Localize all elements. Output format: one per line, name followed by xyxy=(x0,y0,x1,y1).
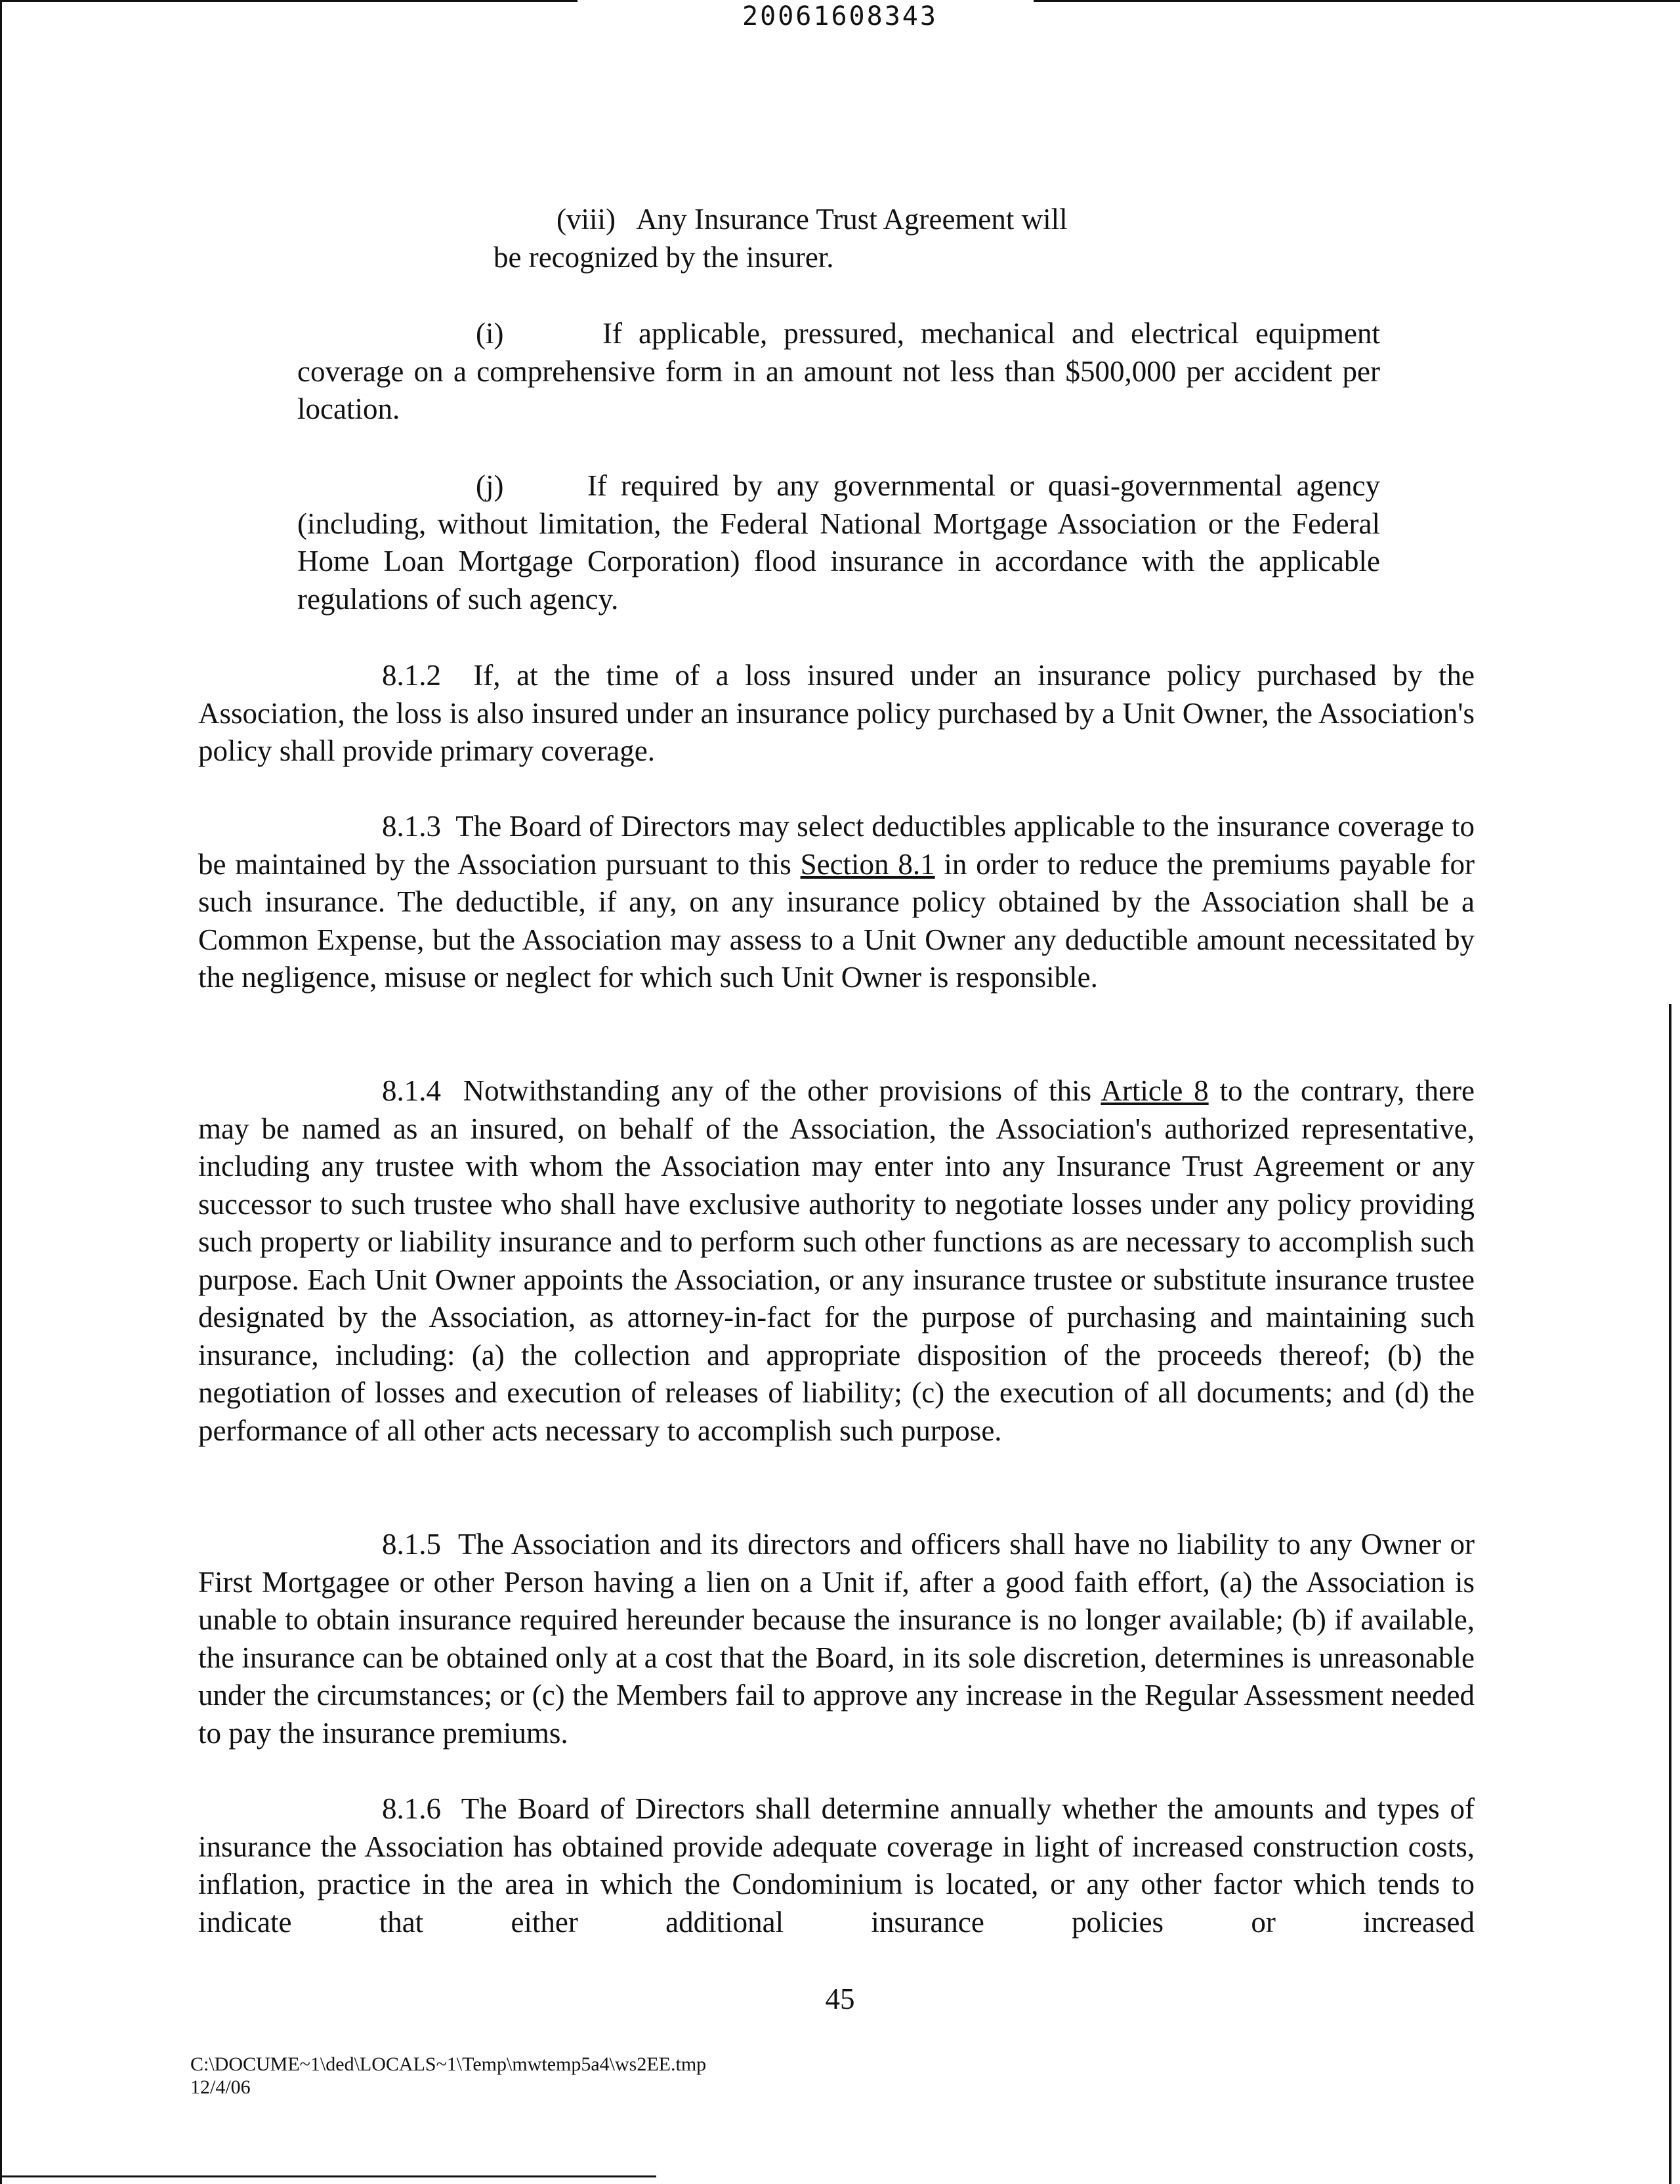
section-8-1-3 xyxy=(198,808,1482,997)
scan-border-left xyxy=(0,0,2,2184)
paragraph-i xyxy=(297,315,1388,429)
article-8-link: Article 8 xyxy=(1101,1074,1209,1107)
section-8-1-5 xyxy=(198,1526,1482,1752)
section-8-1-link: Section 8.1 xyxy=(800,847,935,881)
document-number: 20061608343 xyxy=(742,1,938,32)
paragraph-viii xyxy=(556,201,1068,239)
section-8-1-2 xyxy=(198,657,1482,770)
section-8-1-6-text: 8.1.6 The Board of Directors shall determine annually whether the amounts and types of insurance the Association has obtained provide adequate coverage in light of increased construction costs, inflation, practice in the area in which the Condominium is located, or any other factor which tends to indicate that either additional insurance policies or increased xyxy=(198,1792,1482,1939)
paragraph-viii-line1: (viii) Any Insurance Trust Agreement will xyxy=(556,203,1068,236)
footer-file-path: C:\DOCUME~1\ded\LOCALS~1\Temp\mwtemp5a4\ws2EE.tmp xyxy=(190,2053,707,2075)
page-number: 45 xyxy=(825,1983,855,2015)
section-8-1-6 xyxy=(198,1790,1482,1941)
section-8-1-4 xyxy=(198,1072,1482,1450)
paragraph-j-text: (j) If required by any governmental or quasi-governmental agency (including, without limitation, the Federal National Mortgage Association or the Federal Home Loan Mortgage Corporation) flood insurance in accordance with the applicable regulations of such agency. xyxy=(297,469,1388,616)
section-8-1-4-text-before: 8.1.4 Notwithstanding any of the other provisions of this xyxy=(382,1074,1101,1107)
paragraph-j xyxy=(297,467,1388,618)
paragraph-viii-line2: be recognized by the insurer. xyxy=(494,241,834,274)
section-8-1-4-text-after: to the contrary, there may be named as an insured, on behalf of the Association, the Association's authorized representative, including any trustee with whom the Association may enter into any Insurance Trust Agreement or any successor to such trustee who shall have exclusive authority to negotiate losses under any policy providing such property or liability insurance and to perform such other functions as are necessary to accomplish such purpose. Each Unit Owner appoints the Association, or any insurance trustee or substitute insurance trustee designated by the Association, as attorney-in-fact for the purpose of purchasing and maintaining such insurance, including: (a) the collection and appropriate disposition of the proceeds thereof; (b) the negotiation of losses and execution of releases of liability; (c) the execution of all documents; and (d) the performance of all other acts necessary to accomplish such purpose. xyxy=(198,1074,1482,1447)
scan-border-bottom xyxy=(0,2175,656,2177)
section-8-1-3-text-after: in order to reduce the premiums payable for such insurance. The deductible, if any, on any insurance policy obtained by the Association shall be a Common Expense, but the Association may assess to a Unit Owner any deductible amount necessitated by the negligence, misuse or neglect for which such Unit Owner is responsible. xyxy=(198,847,1482,994)
section-8-1-3-text-before: 8.1.3 The Board of Directors may select deductibles applicable to the insurance coverage to be maintained by the Association pursuant to this xyxy=(198,810,1482,881)
paragraph-i-text: (i) If applicable, pressured, mechanical and electrical equipment coverage on a comprehensive form in an amount not less than $500,000 per accident per location. xyxy=(297,317,1388,425)
footer-date: 12/4/06 xyxy=(190,2076,251,2098)
footer xyxy=(190,2053,706,2099)
paragraph-viii-continued xyxy=(494,239,834,277)
section-8-1-2-text: 8.1.2 If, at the time of a loss insured under an insurance policy purchased by the Association, the loss is also insured under an insurance policy purchased by a Unit Owner, the Association's policy shall provide primary coverage. xyxy=(198,659,1482,767)
section-8-1-5-text: 8.1.5 The Association and its directors and officers shall have no liability to any Owner or First Mortgagee or other Person having a lien on a Unit if, after a good faith effort, (a) the Association is unable to obtain insurance required hereunder because the insurance is no longer available; (b) if available, the insurance can be obtained only at a cost that the Board, in its sole discretion, determines is unreasonable under the circumstances; or (c) the Members fail to approve any increase in the Regular Assessment needed to pay the insurance premiums. xyxy=(198,1528,1482,1750)
